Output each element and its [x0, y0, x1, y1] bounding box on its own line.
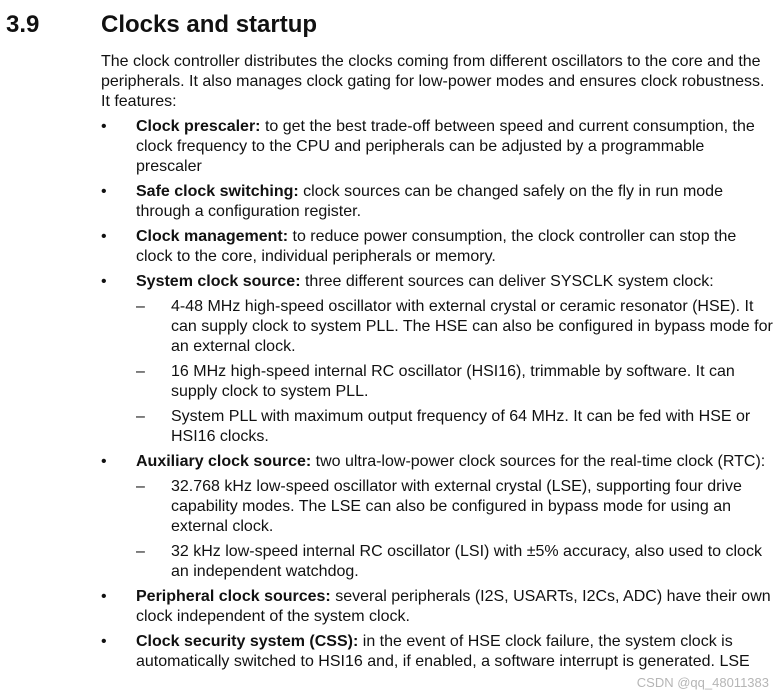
sub-list [136, 477, 773, 582]
feature-list [101, 117, 773, 672]
feature-term: Peripheral clock sources: [136, 588, 331, 605]
feature-term: Auxiliary clock source: [136, 453, 312, 470]
feature-term: Clock prescaler: [136, 118, 261, 135]
sub-item-text: 16 MHz high-speed internal RC oscillator (HSI16), trimmable by software. It can supply clock to system PLL. [171, 363, 735, 400]
feature-term: Clock management: [136, 228, 289, 245]
feature-term: Clock security system (CSS): [136, 633, 359, 650]
intro-paragraph: The clock controller distributes the clocks coming from different oscillators to the core and the peripherals. It also manages clock gating for low-power modes and ensures clock robustness. It features: [101, 53, 765, 110]
sub-list-item [136, 362, 773, 402]
watermark: CSDN @qq_48011383 [636, 675, 769, 690]
feature-item [101, 587, 773, 627]
bullet-icon: • [101, 633, 107, 650]
sub-item-text: 32 kHz low-speed internal RC oscillator (LSI) with ±5% accuracy, also used to clock an independent watchdog. [171, 543, 762, 580]
feature-description: two ultra-low-power clock sources for the real-time clock (RTC): [311, 453, 766, 470]
feature-description: to reduce power consumption, the clock controller can stop the clock to the core, individual peripherals or memory. [136, 228, 737, 265]
feature-item [101, 632, 773, 672]
section-header [6, 11, 317, 41]
sub-list-item [136, 297, 773, 357]
sub-item-text: 4-48 MHz high-speed oscillator with external crystal or ceramic resonator (HSE). It can supply clock to system PLL. The HSE can also be configured in bypass mode for an external clock. [171, 298, 773, 355]
bullet-icon: • [101, 588, 107, 605]
bullet-icon: • [101, 273, 107, 290]
feature-item [101, 272, 773, 447]
feature-item [101, 117, 773, 177]
sub-list [136, 297, 773, 447]
feature-item [101, 452, 773, 582]
feature-item [101, 182, 773, 222]
feature-description: in the event of HSE clock failure, the system clock is automatically switched to HSI16 and, if enabled, a software interrupt is generated. LSE [136, 633, 750, 670]
dash-icon: – [136, 408, 145, 425]
section-number: 3.9 [6, 11, 40, 38]
sub-list-item [136, 477, 773, 537]
bullet-icon: • [101, 228, 107, 245]
section-title: Clocks and startup [101, 11, 318, 38]
feature-term: Safe clock switching: [136, 183, 299, 200]
feature-description: three different sources can deliver SYSCLK system clock: [300, 273, 714, 290]
dash-icon: – [136, 543, 145, 560]
feature-description: to get the best trade-off between speed and current consumption, the clock frequency to the CPU and peripherals can be adjusted by a programmable prescaler [136, 118, 755, 175]
dash-icon: – [136, 298, 145, 315]
sub-item-text: System PLL with maximum output frequency of 64 MHz. It can be fed with HSE or HSI16 clocks. [171, 408, 751, 445]
sub-list-item [136, 407, 773, 447]
dash-icon: – [136, 363, 145, 380]
feature-description: several peripherals (I2S, USARTs, I2Cs, ADC) have their own clock independent of the system clock. [136, 588, 771, 625]
bullet-icon: • [101, 453, 107, 470]
dash-icon: – [136, 478, 145, 495]
feature-term: System clock source: [136, 273, 301, 290]
feature-item [101, 227, 773, 267]
sub-list-item [136, 542, 773, 582]
sub-item-text: 32.768 kHz low-speed oscillator with external crystal (LSE), supporting four drive capability modes. The LSE can also be configured in bypass mode for using an external clock. [171, 478, 742, 535]
bullet-icon: • [101, 183, 107, 200]
section-body [101, 52, 773, 677]
bullet-icon: • [101, 118, 107, 135]
feature-description: clock sources can be changed safely on the fly in run mode through a configuration register. [136, 183, 723, 220]
